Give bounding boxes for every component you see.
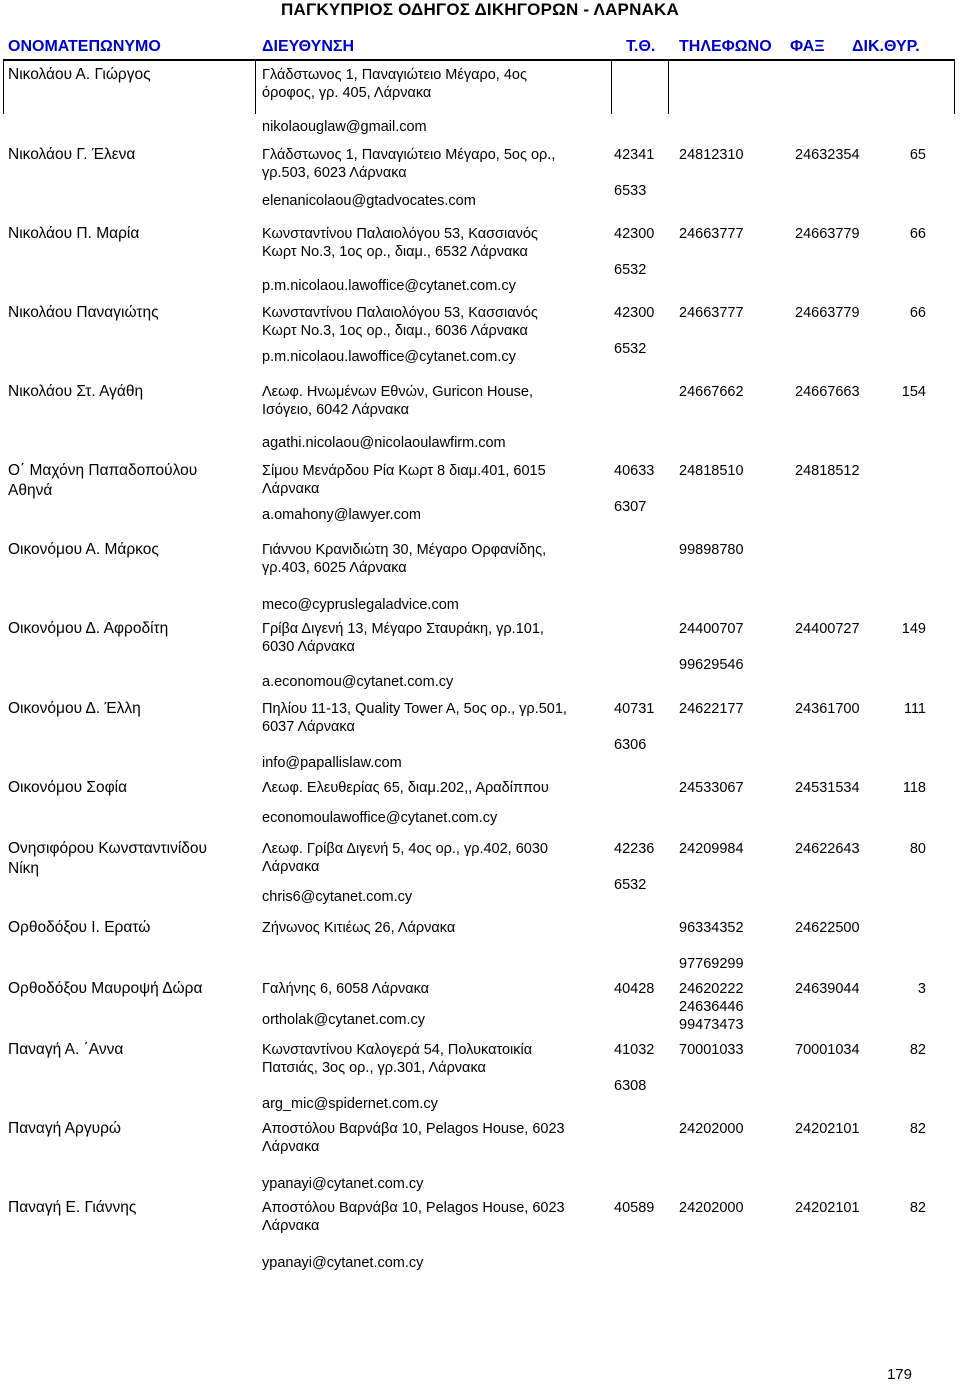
entry-fax: 24639044 — [795, 981, 860, 997]
entry-name-line2: Αθηνά — [8, 482, 53, 499]
entry-po-box: 40428 — [614, 981, 655, 997]
header-phone: ΤΗΛΕΦΩΝΟ — [679, 38, 772, 55]
entry-address-line2: Ισόγειο, 6042 Λάρνακα — [262, 402, 409, 418]
entry-phone: 96334352 — [679, 920, 744, 936]
entry-phone: 24663777 — [679, 305, 744, 321]
entry-address: Γλάδστωνος 1, Παναγιώτειο Μέγαρο, 4ος — [262, 67, 527, 83]
entry-email: ortholak@cytanet.com.cy — [262, 1012, 426, 1028]
entry-po-box: 42341 — [614, 147, 655, 163]
entry-name: Ορθοδόξου Ι. Ερατώ — [8, 919, 151, 936]
page-number: 179 — [886, 1366, 912, 1383]
entry-name: Νικολάου Παναγιώτης — [8, 304, 159, 321]
entry-address: Κωνσταντίνου Καλογερά 54, Πολυκατοικία — [262, 1042, 533, 1058]
entry-name: Νικολάου Στ. Αγάθη — [8, 383, 144, 400]
header-address: ΔΙΕΥΘΥΝΣΗ — [262, 38, 355, 55]
entry-phone: 24812310 — [679, 147, 744, 163]
entry-name: Οικονόμου Σοφία — [8, 779, 128, 796]
entry-fax: 24361700 — [795, 701, 860, 717]
entry-email: a.economou@cytanet.com.cy — [262, 674, 454, 690]
header-rule — [3, 59, 955, 61]
column-divider-phone — [668, 59, 669, 114]
entry-email: economoulawoffice@cytanet.com.cy — [262, 810, 498, 826]
entry-address: Αποστόλου Βαρνάβα 10, Pelagos House, 6023 — [262, 1121, 565, 1137]
entry-address-line2: όροφος, γρ. 405, Λάρνακα — [262, 85, 432, 101]
entry-address: Κωνσταντίνου Παλαιολόγου 53, Κασσιανός — [262, 226, 538, 242]
entry-phone: 24667662 — [679, 384, 744, 400]
entry-email: chris6@cytanet.com.cy — [262, 889, 413, 905]
entry-phone-3: 99473473 — [679, 1017, 744, 1033]
column-divider-address — [255, 59, 256, 114]
entry-address: Πηλίου 11-13, Quality Tower A, 5ος ορ., γρ.501, — [262, 701, 567, 717]
header-fax: ΦΑΞ — [790, 38, 825, 55]
entry-email: ypanayi@cytanet.com.cy — [262, 1255, 424, 1271]
entry-reg-number: 82 — [909, 1121, 926, 1137]
entry-reg-number: 111 — [903, 701, 926, 717]
header-name: ΟΝΟΜΑΤΕΠΩΝΥΜΟ — [8, 38, 161, 55]
entry-fax: 24622500 — [795, 920, 860, 936]
entry-name: Παναγή Α. ΄Αννα — [8, 1041, 124, 1058]
entry-fax: 70001034 — [795, 1042, 860, 1058]
entry-address: Λεωφ. Ηνωμένων Εθνών, Guricon House, — [262, 384, 533, 400]
entry-phone: 24663777 — [679, 226, 744, 242]
entry-name: Νικολάου Π. Μαρία — [8, 225, 140, 242]
entry-email: p.m.nicolaou.lawoffice@cytanet.com.cy — [262, 349, 516, 365]
entry-po-box: 42300 — [614, 305, 655, 321]
entry-name-line2: Νίκη — [8, 860, 40, 877]
entry-phone: 99898780 — [679, 542, 744, 558]
entry-email: info@papallislaw.com — [262, 755, 402, 771]
entry-address-line2: Λάρνακα — [262, 1139, 320, 1155]
entry-po-box: 40589 — [614, 1200, 655, 1216]
entry-email: agathi.nicolaou@nicolaoulawfirm.com — [262, 435, 506, 451]
entry-address-line2: 6030 Λάρνακα — [262, 639, 355, 655]
header-po-box: Τ.Θ. — [626, 38, 656, 55]
entry-phone: 24533067 — [679, 780, 744, 796]
entry-reg-number: 3 — [917, 981, 926, 997]
entry-phone: 24202000 — [679, 1200, 744, 1216]
entry-address: Ζήνωνος Κιτιέως 26, Λάρνακα — [262, 920, 456, 936]
entry-name: Παναγή Ε. Γιάννης — [8, 1199, 137, 1216]
entry-po-box: 41032 — [614, 1042, 655, 1058]
entry-postal-code: 6532 — [614, 877, 647, 893]
entry-reg-number: 82 — [909, 1042, 926, 1058]
entry-name: Οικονόμου Δ. Αφροδίτη — [8, 620, 169, 637]
entry-postal-code: 6533 — [614, 183, 647, 199]
entry-address-line2: 6037 Λάρνακα — [262, 719, 355, 735]
entry-address: Γαλήνης 6, 6058 Λάρνακα — [262, 981, 430, 997]
entry-reg-number: 66 — [909, 305, 926, 321]
entry-name: Ορθοδόξου Μαυροψή Δώρα — [8, 980, 203, 997]
entry-po-box: 40633 — [614, 463, 655, 479]
entry-reg-number: 66 — [909, 226, 926, 242]
entry-fax: 24400727 — [795, 621, 860, 637]
entry-email: nikolaouglaw@gmail.com — [262, 119, 427, 135]
entry-reg-number: 149 — [901, 621, 926, 637]
entry-postal-code: 6307 — [614, 499, 647, 515]
entry-address-line2: Λάρνακα — [262, 859, 320, 875]
entry-fax: 24632354 — [795, 147, 860, 163]
entry-address: Γλάδστωνος 1, Παναγιώτειο Μέγαρο, 5ος ορ., — [262, 147, 556, 163]
entry-fax: 24202101 — [795, 1121, 860, 1137]
entry-reg-number: 82 — [909, 1200, 926, 1216]
entry-name: Νικολάου Γ. Έλενα — [8, 146, 136, 163]
entry-address-line2: Λάρνακα — [262, 1218, 320, 1234]
entry-phone: 24818510 — [679, 463, 744, 479]
entry-email: elenanicolaou@gtadvocates.com — [262, 193, 476, 209]
entry-email: a.omahony@lawyer.com — [262, 507, 421, 523]
entry-po-box: 40731 — [614, 701, 655, 717]
table-border-left — [3, 59, 4, 114]
entry-address: Λεωφ. Γρίβα Διγενή 5, 4ος ορ., γρ.402, 6030 — [262, 841, 548, 857]
page-title: ΠΑΓΚΥΠΡΙΟΣ ΟΔΗΓΟΣ ΔΙΚΗΓΟΡΩΝ - ΛΑΡΝΑΚΑ — [281, 0, 679, 19]
entry-email: arg_mic@spidernet.com.cy — [262, 1096, 438, 1112]
entry-phone: 24622177 — [679, 701, 744, 717]
entry-name: Οικονόμου Α. Μάρκος — [8, 541, 159, 558]
entry-address: Σίμου Μενάρδου Ρία Κωρτ 8 διαμ.401, 6015 — [262, 463, 546, 479]
entry-phone: 24620222 — [679, 981, 744, 997]
entry-postal-code: 6306 — [614, 737, 647, 753]
entry-fax: 24663779 — [795, 226, 860, 242]
entry-address: Γρίβα Διγενή 13, Μέγαρο Σταυράκη, γρ.101, — [262, 621, 544, 637]
entry-postal-code: 6308 — [614, 1078, 647, 1094]
entry-email: meco@cypruslegaladvice.com — [262, 597, 459, 613]
entry-address-line2: Λάρνακα — [262, 481, 320, 497]
entry-phone: 24400707 — [679, 621, 744, 637]
header-reg: ΔΙΚ.ΘΥΡ. — [852, 38, 920, 55]
entry-name: Ονησιφόρου Κωνσταντινίδου — [8, 840, 207, 857]
entry-address-line2: γρ.403, 6025 Λάρνακα — [262, 560, 407, 576]
entry-address: Γιάννου Κρανιδιώτη 30, Μέγαρο Ορφανίδης, — [262, 542, 547, 558]
column-divider-po — [611, 59, 612, 114]
entry-email: p.m.nicolaou.lawoffice@cytanet.com.cy — [262, 278, 516, 294]
entry-reg-number: 118 — [902, 780, 926, 796]
entry-postal-code: 6532 — [614, 341, 647, 357]
entry-phone-2: 99629546 — [679, 657, 744, 673]
entry-address-line2: γρ.503, 6023 Λάρνακα — [262, 165, 407, 181]
entry-address: Αποστόλου Βαρνάβα 10, Pelagos House, 6023 — [262, 1200, 565, 1216]
entry-address-line2: Κωρτ Νο.3, 1ος ορ., διαμ., 6532 Λάρνακα — [262, 244, 528, 260]
entry-reg-number: 154 — [901, 384, 926, 400]
entry-name: Νικολάου Α. Γιώργος — [8, 66, 151, 83]
entry-email: ypanayi@cytanet.com.cy — [262, 1176, 424, 1192]
entry-name: Οικονόμου Δ. Έλλη — [8, 700, 141, 717]
entry-phone: 70001033 — [679, 1042, 744, 1058]
entry-address-line2: Κωρτ Νο.3, 1ος ορ., διαμ., 6036 Λάρνακα — [262, 323, 528, 339]
entry-fax: 24667663 — [795, 384, 860, 400]
entry-reg-number: 80 — [909, 841, 926, 857]
entry-phone-2: 97769299 — [679, 956, 744, 972]
table-border-right — [954, 59, 955, 114]
entry-reg-number: 65 — [909, 147, 926, 163]
entry-fax: 24663779 — [795, 305, 860, 321]
entry-postal-code: 6532 — [614, 262, 647, 278]
entry-phone-2: 24636446 — [679, 999, 744, 1015]
entry-fax: 24202101 — [795, 1200, 860, 1216]
entry-address: Κωνσταντίνου Παλαιολόγου 53, Κασσιανός — [262, 305, 538, 321]
entry-address-line2: Πατσιάς, 3ος ορ., γρ.301, Λάρνακα — [262, 1060, 486, 1076]
entry-fax: 24818512 — [795, 463, 860, 479]
entry-fax: 24622643 — [795, 841, 860, 857]
entry-po-box: 42236 — [614, 841, 655, 857]
entry-fax: 24531534 — [795, 780, 860, 796]
entry-address: Λεωφ. Ελευθερίας 65, διαμ.202,, Αραδίππου — [262, 780, 549, 796]
entry-name: Ο΄ Μαχόνη Παπαδοπούλου — [8, 462, 198, 479]
entry-phone: 24209984 — [679, 841, 744, 857]
entry-name: Παναγή Αργυρώ — [8, 1120, 121, 1137]
entry-po-box: 42300 — [614, 226, 655, 242]
entry-phone: 24202000 — [679, 1121, 744, 1137]
